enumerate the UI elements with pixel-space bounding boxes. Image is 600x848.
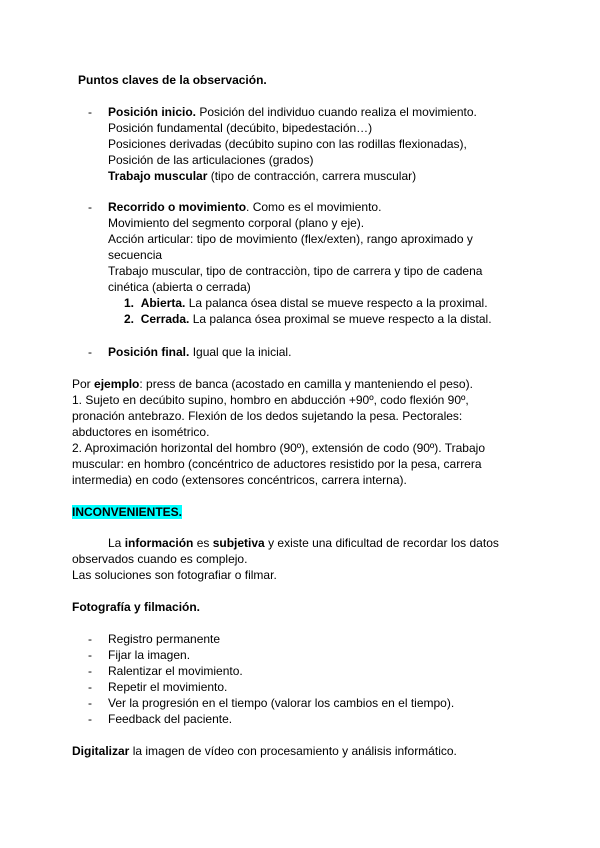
- foto-heading: Fotografía y filmación.: [72, 600, 201, 614]
- foto-item: Feedback del paciente.: [108, 712, 233, 726]
- sub-item-title: Abierta.: [140, 296, 186, 310]
- inconvenientes-p2: observados cuando es complejo.: [72, 552, 248, 566]
- sub-item-title: Cerrada.: [140, 312, 190, 326]
- sub-item-number: 1.: [124, 296, 135, 310]
- ejemplo-intro: [72, 376, 473, 392]
- recorrido-line: [108, 199, 381, 215]
- informacion-bold: información: [124, 536, 194, 550]
- bullet-dash: -: [88, 105, 92, 119]
- ejemplo-line: muscular: en hombro (concéntrico de aductores resistido por la pesa, carrera: [72, 457, 482, 471]
- ejemplo-line: intermedia) en codo (extensores concéntricos, carrera interna).: [72, 473, 407, 487]
- bullet-dash: -: [88, 664, 92, 678]
- inconvenientes-heading: [72, 504, 182, 520]
- final-title: Posición final.: [108, 345, 190, 359]
- highlighted-heading: INCONVENIENTES.: [72, 505, 183, 519]
- digitalizar-rest: la imagen de vídeo con procesamiento y análisis informático.: [129, 744, 457, 758]
- foto-item: Repetir el movimiento.: [108, 680, 228, 694]
- final-desc: Igual que la inicial.: [189, 345, 292, 359]
- bullet-dash: -: [88, 712, 92, 726]
- inconvenientes-p1: [108, 535, 499, 551]
- bullet-dash: -: [88, 200, 92, 214]
- inicio-detail: Posición fundamental (decúbito, bipedestación…): [108, 121, 373, 135]
- sub-item-desc: La palanca ósea distal se mueve respecto a la proximal.: [185, 296, 488, 310]
- foto-item: Registro permanente: [108, 632, 221, 646]
- foto-item: Fijar la imagen.: [108, 648, 191, 662]
- inconvenientes-p3: Las soluciones son fotografiar o filmar.: [72, 568, 277, 582]
- foto-item: Ralentizar el movimiento.: [108, 664, 243, 678]
- text-span: La: [108, 536, 125, 550]
- inicio-trabajo: [108, 168, 416, 184]
- inicio-detail: Posición de las articulaciones (grados): [108, 153, 314, 167]
- subjetiva-bold: subjetiva: [212, 536, 265, 550]
- digitalizar-line: [72, 743, 457, 759]
- recorrido-title: Recorrido o movimiento: [108, 200, 247, 214]
- ejemplo-line: 1. Sujeto en decúbito supino, hombro en abducción +90º, codo flexión 90º,: [72, 393, 469, 407]
- inicio-title: Posición inicio.: [108, 105, 197, 119]
- final-line: [108, 344, 291, 360]
- trabajo-muscular-desc: (tipo de contracción, carrera muscular): [207, 169, 417, 183]
- recorrido-detail: cinética (abierta o cerrada): [108, 280, 251, 294]
- foto-item: Ver la progresión en el tiempo (valorar los cambios en el tiempo).: [108, 696, 455, 710]
- bullet-dash: -: [88, 345, 92, 359]
- bullet-dash: -: [88, 696, 92, 710]
- sub-item-number: 2.: [124, 312, 135, 326]
- bullet-dash: -: [88, 648, 92, 662]
- recorrido-detail: Movimiento del segmento corporal (plano y eje).: [108, 216, 365, 230]
- inicio-detail: Posiciones derivadas (decúbito supino con las rodillas flexionadas),: [108, 137, 467, 151]
- inicio-line: [108, 104, 477, 120]
- recorrido-detail: secuencia: [108, 248, 163, 262]
- ejemplo-pre: Por: [72, 377, 95, 391]
- sub-item-abierta: [124, 295, 488, 311]
- ejemplo-bold: ejemplo: [94, 377, 140, 391]
- ejemplo-line: abductores en isométrico.: [72, 425, 210, 439]
- ejemplo-line: 2. Aproximación horizontal del hombro (90º), extensión de codo (90º). Trabajo: [72, 441, 485, 455]
- text-span: es: [193, 536, 213, 550]
- inicio-desc: Posición del individuo cuando realiza el movimiento.: [196, 105, 477, 119]
- recorrido-detail: Acción articular: tipo de movimiento (flex/exten), rango aproximado y: [108, 232, 473, 246]
- ejemplo-post: : press de banca (acostado en camilla y manteniendo el peso).: [139, 377, 473, 391]
- sub-item-cerrada: [124, 311, 492, 327]
- recorrido-desc: . Como es el movimiento.: [246, 200, 382, 214]
- ejemplo-line: pronación antebrazo. Flexión de los dedos sujetando la pesa. Pectorales:: [72, 409, 463, 423]
- bullet-dash: -: [88, 680, 92, 694]
- digitalizar-bold: Digitalizar: [72, 744, 130, 758]
- recorrido-detail: Trabajo muscular, tipo de contracciòn, tipo de carrera y tipo de cadena: [108, 264, 483, 278]
- section-heading: Puntos claves de la observación.: [78, 73, 267, 87]
- text-span: y existe una dificultad de recordar los datos: [264, 536, 499, 550]
- trabajo-muscular-label: Trabajo muscular: [108, 169, 208, 183]
- bullet-dash: -: [88, 632, 92, 646]
- sub-item-desc: La palanca ósea proximal se mueve respecto a la distal.: [189, 312, 492, 326]
